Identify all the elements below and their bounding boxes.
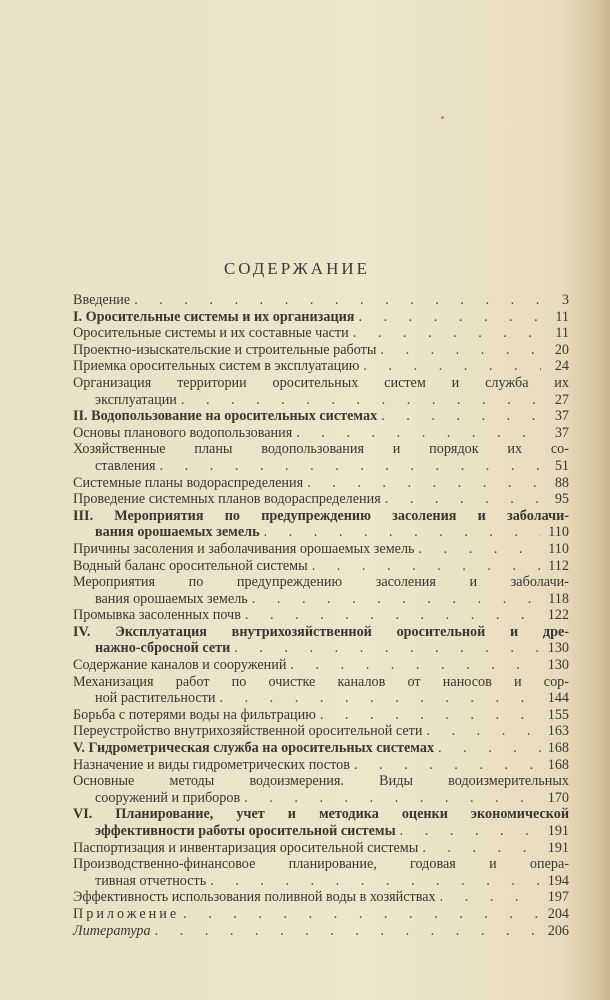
toc-entry-title: Введение — [73, 292, 131, 308]
dot-leader — [155, 923, 541, 940]
toc-entry-title: Литература — [73, 922, 151, 939]
toc-entry-title: Хозяйственные планы водопользования и порядок их со- — [73, 441, 569, 458]
toc-entry-title: Причины засоления и заболачивания орошаемых земель — [73, 540, 415, 557]
toc-entry-title: вания орошаемых земель — [95, 524, 260, 541]
toc-page-number: 170 — [547, 789, 569, 806]
toc-entry-title: Системные планы водораспределения — [73, 474, 304, 491]
toc-entry — [73, 773, 569, 806]
toc-entry-title: Мероприятия по предупреждению засоления и заболачи- — [73, 574, 569, 591]
toc-entry-title: Паспортизация и инвентаризация оросительной системы — [73, 839, 419, 856]
toc-entry — [73, 408, 569, 425]
dot-leader — [183, 906, 541, 923]
toc-line — [73, 740, 569, 757]
toc-page-number: 194 — [547, 872, 569, 889]
toc-line — [73, 657, 569, 674]
toc-entry — [73, 441, 569, 474]
toc-entry-title: ставления — [95, 457, 156, 474]
toc-line — [73, 408, 569, 425]
toc-entry-title: V. Гидрометрическая служба на оросительных системах — [73, 740, 435, 757]
toc-entry — [73, 889, 569, 906]
toc-entry-title: I. Оросительные системы и их организация — [73, 308, 355, 325]
dot-leader — [380, 342, 541, 359]
toc-line — [73, 906, 569, 923]
dot-leader — [160, 458, 541, 475]
toc-entry — [73, 541, 569, 558]
toc-entry — [73, 309, 569, 326]
toc-line — [73, 889, 569, 906]
toc-entry — [73, 840, 569, 857]
table-of-contents — [73, 292, 569, 939]
toc-entry-title: III. Мероприятия по предупреждению засоления и заболачи- — [73, 507, 569, 524]
toc-entry — [73, 723, 569, 740]
toc-page-number: 3 — [561, 292, 569, 308]
toc-page-number: 163 — [547, 723, 569, 740]
toc-line — [73, 723, 569, 740]
toc-entry-title: ной растительности — [95, 690, 216, 707]
toc-entry-title: Промывка засоленных почв — [73, 607, 241, 624]
toc-page-number: 37 — [554, 424, 569, 441]
dot-leader — [385, 491, 541, 508]
toc-entry — [73, 342, 569, 359]
toc-entry-title: Оросительные системы и их составные части — [73, 325, 349, 342]
dot-leader — [210, 873, 541, 890]
toc-page-number: 11 — [555, 308, 569, 325]
toc-page-number: 155 — [547, 706, 569, 723]
dot-leader — [419, 541, 541, 558]
toc-entry-title: эксплуатации — [95, 391, 177, 408]
toc-entry-title: Проектно-изыскательские и строительные работы — [73, 341, 377, 358]
toc-entry-title: II. Водопользование на оросительных системах — [73, 408, 378, 425]
toc-line — [73, 441, 569, 458]
toc-entry — [73, 906, 569, 923]
toc-page-number: 168 — [547, 756, 569, 773]
dot-leader — [363, 358, 541, 375]
toc-entry-title: нажно-сбросной сети — [95, 640, 231, 657]
toc-entry — [73, 757, 569, 774]
toc-entry-title: Проведение системных планов водораспределения — [73, 491, 381, 508]
toc-page-number: 88 — [554, 474, 569, 491]
toc-line — [73, 541, 569, 558]
toc-page-number: 11 — [555, 325, 569, 342]
toc-entry — [73, 508, 569, 541]
toc-entry-title: Основы планового водопользования — [73, 424, 293, 441]
dot-leader — [264, 524, 541, 541]
dot-leader — [440, 889, 541, 906]
toc-page-number: 197 — [547, 889, 569, 906]
toc-entry-title: IV. Эксплуатация внутрихозяйственной оросительной и дре- — [73, 623, 569, 640]
toc-page-number: 27 — [554, 391, 569, 408]
dot-leader — [354, 757, 541, 774]
toc-line — [73, 591, 569, 608]
toc-line — [73, 856, 569, 873]
dot-leader — [181, 392, 541, 409]
toc-page-number: 118 — [548, 590, 569, 607]
dot-leader — [245, 607, 541, 624]
toc-line — [73, 475, 569, 492]
toc-entry-title: тивная отчетность — [95, 872, 207, 889]
toc-entry-title: эффективности работы оросительной системы — [95, 823, 396, 839]
toc-page-number: 122 — [547, 607, 569, 624]
toc-line — [73, 309, 569, 326]
dot-leader — [252, 591, 541, 608]
toc-line — [73, 923, 569, 940]
toc-line — [73, 707, 569, 724]
toc-line — [73, 325, 569, 342]
toc-entry — [73, 425, 569, 442]
dot-leader — [426, 723, 541, 740]
dot-leader — [290, 657, 541, 674]
toc-line — [73, 873, 569, 890]
toc-line — [73, 508, 569, 525]
toc-line — [73, 491, 569, 508]
toc-page-number: 204 — [547, 905, 569, 922]
toc-line — [73, 823, 569, 840]
toc-entry — [73, 491, 569, 508]
toc-entry — [73, 325, 569, 342]
toc-entry-title: сооружений и приборов — [95, 789, 241, 806]
toc-page-number: 37 — [554, 408, 569, 425]
toc-entry-title: Приемка оросительных систем в эксплуатацию — [73, 358, 360, 375]
toc-line — [73, 806, 569, 823]
toc-entry-title: вания орошаемых земель — [95, 590, 248, 607]
toc-page-number: 130 — [547, 640, 569, 657]
toc-line — [73, 524, 569, 541]
toc-line — [73, 574, 569, 591]
toc-entry-title: Назначение и виды гидрометрических постов — [73, 756, 350, 773]
toc-page-number: 95 — [554, 491, 569, 508]
toc-page-number: 130 — [547, 657, 569, 674]
toc-entry — [73, 806, 569, 839]
toc-line — [73, 674, 569, 691]
toc-entry — [73, 375, 569, 408]
toc-line — [73, 640, 569, 657]
toc-page-number: 20 — [554, 341, 569, 358]
dot-leader — [219, 690, 541, 707]
dot-leader — [438, 740, 541, 757]
toc-entry-title: Основные методы водоизмерения. Виды водоизмерительных — [73, 773, 569, 790]
toc-entry — [73, 674, 569, 707]
toc-entry-title: VI. Планирование, учет и методика оценки экономической — [73, 806, 569, 823]
toc-entry — [73, 607, 569, 624]
toc-entry-title: Содержание каналов и сооружений — [73, 657, 287, 674]
toc-line — [73, 690, 569, 707]
toc-entry-title: Борьба с потерями воды на фильтрацию — [73, 706, 316, 723]
dot-leader — [234, 640, 541, 657]
toc-line — [73, 425, 569, 442]
toc-line — [73, 358, 569, 375]
toc-page-number: 24 — [554, 358, 569, 375]
toc-entry — [73, 558, 569, 575]
toc-entry — [73, 358, 569, 375]
paper-speck — [441, 116, 444, 119]
dot-leader — [358, 309, 541, 326]
toc-entry-title: Механизация работ по очистке каналов от наносов и сор- — [73, 673, 569, 690]
toc-entry — [73, 657, 569, 674]
toc-page-number: 51 — [554, 457, 569, 474]
toc-page-number: 206 — [547, 922, 569, 939]
toc-entry — [73, 740, 569, 757]
toc-entry — [73, 475, 569, 492]
toc-entry — [73, 856, 569, 889]
dot-leader — [400, 823, 541, 840]
dot-leader — [422, 840, 541, 857]
toc-entry — [73, 574, 569, 607]
toc-entry — [73, 707, 569, 724]
toc-line — [73, 558, 569, 575]
dot-leader — [353, 325, 541, 342]
toc-page-number: 110 — [548, 524, 569, 541]
toc-page-number: 168 — [547, 740, 569, 757]
dot-leader — [312, 558, 541, 575]
dot-leader — [320, 707, 541, 724]
toc-line — [73, 790, 569, 807]
dot-leader — [307, 475, 541, 492]
toc-line — [73, 840, 569, 857]
toc-line — [73, 292, 569, 309]
dot-leader — [134, 292, 541, 309]
toc-line — [73, 458, 569, 475]
toc-entry-title: Производственно-финансовое планирование, годовая и опера- — [73, 856, 569, 873]
dot-leader — [244, 790, 541, 807]
toc-page-number: 110 — [548, 540, 569, 557]
toc-entry-title: Эффективность использования поливной воды в хозяйствах — [73, 889, 436, 906]
toc-line — [73, 342, 569, 359]
toc-entry-title: Приложение — [73, 905, 180, 922]
dot-leader — [296, 425, 541, 442]
toc-entry — [73, 292, 569, 309]
toc-page-number: 191 — [547, 839, 569, 856]
toc-page-number: 112 — [548, 557, 569, 574]
toc-entry-title: Организация территории оросительных систем и служба их — [73, 374, 569, 391]
toc-line — [73, 375, 569, 392]
toc-entry — [73, 923, 569, 940]
toc-page-number: 191 — [547, 823, 569, 839]
toc-page-number: 144 — [547, 690, 569, 707]
dot-leader — [381, 408, 541, 425]
toc-line — [73, 773, 569, 790]
toc-entry-title: Переустройство внутрихозяйственной оросительной сети — [73, 723, 423, 740]
page-title: СОДЕРЖАНИЕ — [223, 259, 371, 278]
toc-line — [73, 624, 569, 641]
toc-line — [73, 392, 569, 409]
toc-entry-title: Водный баланс оросительной системы — [73, 557, 308, 574]
toc-entry — [73, 624, 569, 657]
toc-line — [73, 757, 569, 774]
toc-line — [73, 607, 569, 624]
